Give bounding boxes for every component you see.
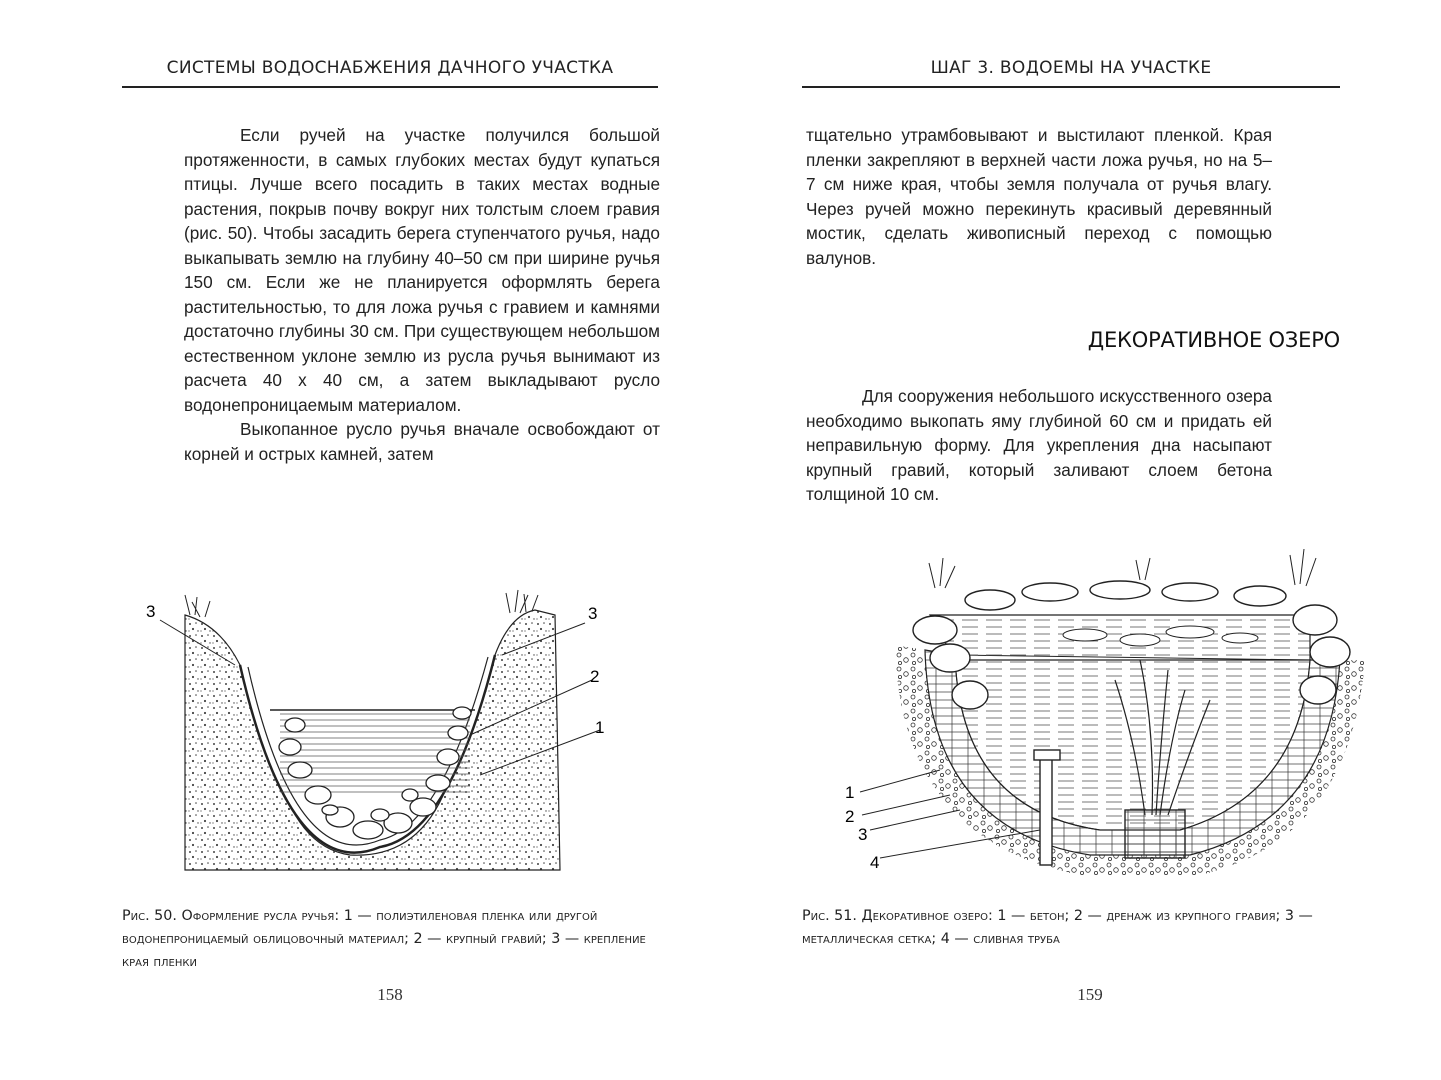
label-3-left: 3	[146, 602, 156, 621]
right-paragraph-2: Для сооружения небольшого искусственного озера необходимо выкопать яму глубиной 60 см и придать ей неправильную форму. Для укрепления дна насыпают крупный гравий, который заливают слоем бетона толщиной 10 см.	[806, 386, 1272, 504]
header-rule-left	[122, 86, 658, 88]
right-body-text-1	[806, 123, 1272, 270]
label-2: 2	[590, 667, 600, 686]
pond-cross-section	[840, 540, 1400, 890]
section-heading: ДЕКОРАТИВНОЕ ОЗЕРО	[1087, 328, 1340, 352]
right-page	[720, 0, 1441, 1080]
stream-bed-cross-section	[140, 585, 605, 885]
figure-50-stream-bed	[140, 585, 605, 885]
right-body-text-2	[806, 384, 1272, 507]
figure-51-caption: Рис. 51. Декоративное озеро: 1 — бетон; 2 — дренаж из крупного гравия; 3 — металлическая сетка; 4 — сливная труба	[802, 908, 1313, 947]
label-3-right: 3	[588, 604, 598, 623]
label-4-drain-pipe: 4	[870, 853, 880, 872]
left-body-text	[184, 123, 660, 466]
label-2-drainage: 2	[845, 807, 855, 826]
header-rule-right	[802, 86, 1340, 88]
page-number-right: 159	[1077, 985, 1103, 1004]
left-page	[0, 0, 720, 1080]
label-1-concrete: 1	[845, 783, 855, 802]
page-number-left: 158	[377, 985, 403, 1004]
plant-basket	[1125, 810, 1185, 858]
grass	[185, 590, 538, 617]
running-head-right: ШАГ 3. ВОДОЕМЫ НА УЧАСТКЕ	[930, 58, 1212, 78]
label-1: 1	[595, 718, 605, 737]
label-3-mesh: 3	[858, 825, 868, 844]
right-paragraph-continued: тщательно утрамбовывают и выстилают пленкой. Края пленки закрепляют в верхней части ложа ручья, но на 5–7 см ниже края, чтобы земля получала от ручья влагу. Через ручей можно перекинуть красивый деревянный мостик, сделать живописный переход с помощью валунов.	[806, 125, 1272, 268]
left-paragraph-1: Если ручей на участке получился большой протяженности, в самых глубоких местах будут купаться птицы. Лучше всего посадить в таких местах водные растения, покрыв почву вокруг них толстым слоем гравия (рис. 50). Чтобы засадить берега ступенчатого ручья, надо выкапывать землю на глубину 40–50 см при ширине ручья 150 см. Если же не планируется оформлять берега растительностью, то для ложа ручья с гравием и камнями достаточно глубины 30 см. При существующем небольшом естественном уклоне землю из русла ручья вынимают из расчета 40 х 40 см, а затем выкладывают русло водонепроницаемым материалом.	[184, 125, 660, 415]
running-head-left: СИСТЕМЫ ВОДОСНАБЖЕНИЯ ДАЧНОГО УЧАСТКА	[166, 58, 614, 78]
figure-50-caption: Рис. 50. Оформление русла ручья: 1 — полиэтиленовая пленка или другой водонепроницаемый облицовочный материал; 2 — крупный гравий; 3 — крепление края пленки	[122, 908, 646, 970]
figure-51-decorative-pond	[840, 540, 1400, 890]
left-paragraph-2: Выкопанное русло ручья вначале освобождают от корней и острых камней, затем	[184, 419, 660, 464]
